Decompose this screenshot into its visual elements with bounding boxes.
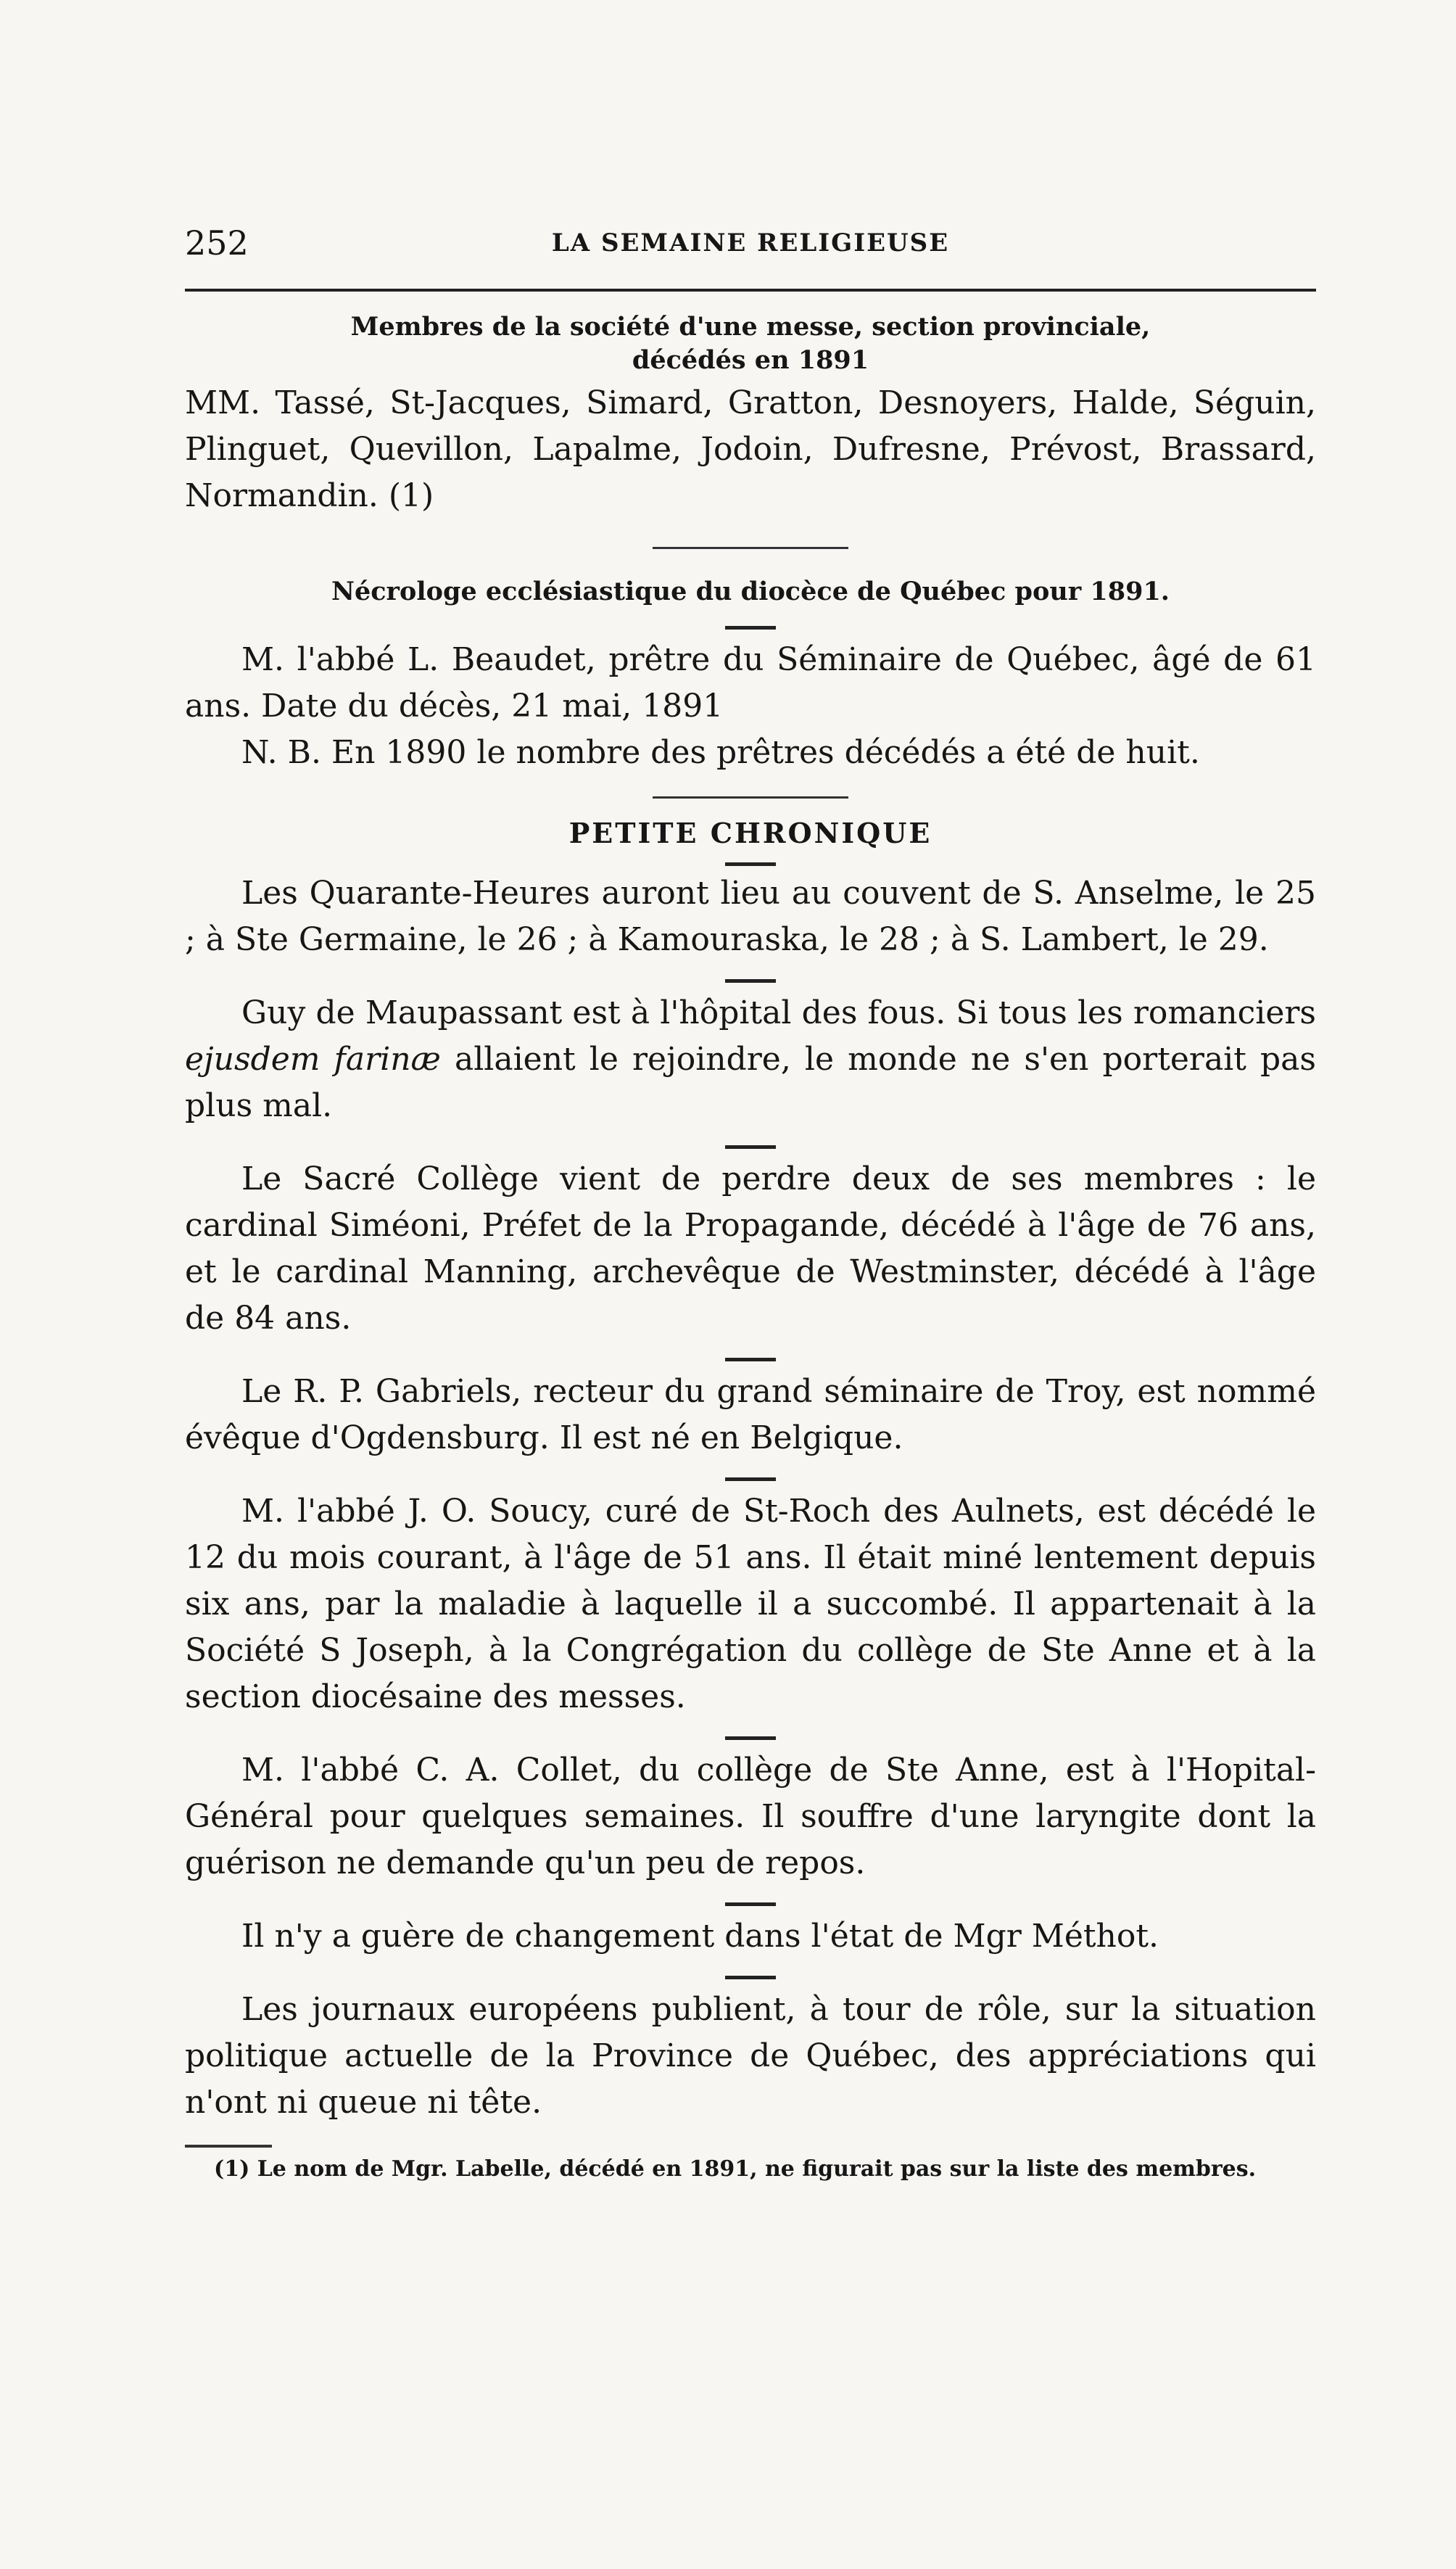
chronique-item: [185, 990, 1316, 1129]
chronique-heading: PETITE CHRONIQUE: [568, 817, 932, 849]
footnote: (1) Le nom de Mgr. Labelle, décédé en 1891, ne figurait pas sur la liste des membres.: [214, 2156, 1257, 2182]
item-text: allaient le rejoindre, le monde ne s'en porterait pas plus mal.: [185, 1041, 1316, 1124]
header-rule: [185, 289, 1316, 292]
latin-phrase: ejusdem farinæ: [185, 1041, 441, 1078]
chronique-item: Le R. P. Gabriels, recteur du grand séminaire de Troy, est nommé évêque d'Ogdensburg. Il est né en Belgique.: [185, 1373, 1316, 1456]
necrologe-heading: Nécrologe ecclésiastique du diocèce de Québec pour 1891.: [331, 577, 1170, 606]
chronique-item: Les journaux européens publient, à tour de rôle, sur la situation politique actuelle de la Province de Québec, des appréciations qui n'ont ni queue ni tête.: [185, 1991, 1316, 2121]
page-number: 252: [185, 223, 249, 263]
journal-title: LA SEMAINE RELIGIEUSE: [551, 228, 950, 257]
membres-heading: Membres de la société d'une messe, section provinciale,: [350, 312, 1151, 342]
item-text: Guy de Maupassant est à l'hôpital des fous. Si tous les romanciers: [241, 994, 1316, 1031]
chronique-item: M. l'abbé C. A. Collet, du collège de Ste Anne, est à l'Hopital-Général pour quelques semaines. Il souffre d'une laryngite dont la guérison ne demande qu'un peu de repos.: [185, 1752, 1316, 1881]
membres-heading-year: décédés en 1891: [632, 345, 869, 375]
chronique-item: M. l'abbé J. O. Soucy, curé de St-Roch des Aulnets, est décédé le 12 du mois courant, à l'âge de 51 ans. Il était miné lentement depuis six ans, par la maladie à laquelle il a succombé. Il appartenait à la Société S Joseph, à la Congrégation du collège de Ste Anne et à la section diocésaine des messes.: [185, 1493, 1316, 1715]
membres-list: MM. Tassé, St-Jacques, Simard, Gratton, Desnoyers, Halde, Séguin, Plinguet, Quevillon, Lapalme, Jodoin, Dufresne, Prévost, Brassard, Normandin. (1): [185, 384, 1316, 514]
page-body: [185, 305, 1316, 2184]
necrologe-entry: M. l'abbé L. Beaudet, prêtre du Séminaire de Québec, âgé de 61 ans. Date du décès, 21 mai, 1891: [185, 641, 1316, 725]
chronique-item: Il n'y a guère de changement dans l'état de Mgr Méthot.: [241, 1918, 1159, 1955]
chronique-item: Les Quarante-Heures auront lieu au couvent de S. Anselme, le 25 ; à Ste Germaine, le 26 ; à Kamouraska, le 28 ; à S. Lambert, le 29.: [185, 875, 1316, 958]
necrologe-note: N. B. En 1890 le nombre des prêtres décédés a été de huit.: [241, 734, 1200, 771]
chronique-item: Le Sacré Collège vient de perdre deux de ses membres : le cardinal Siméoni, Préfet de la Propagande, décédé à l'âge de 76 ans, et le cardinal Manning, archevêque de Westminster, décédé à l'âge de 84 ans.: [185, 1160, 1316, 1337]
running-head: [185, 218, 1316, 268]
